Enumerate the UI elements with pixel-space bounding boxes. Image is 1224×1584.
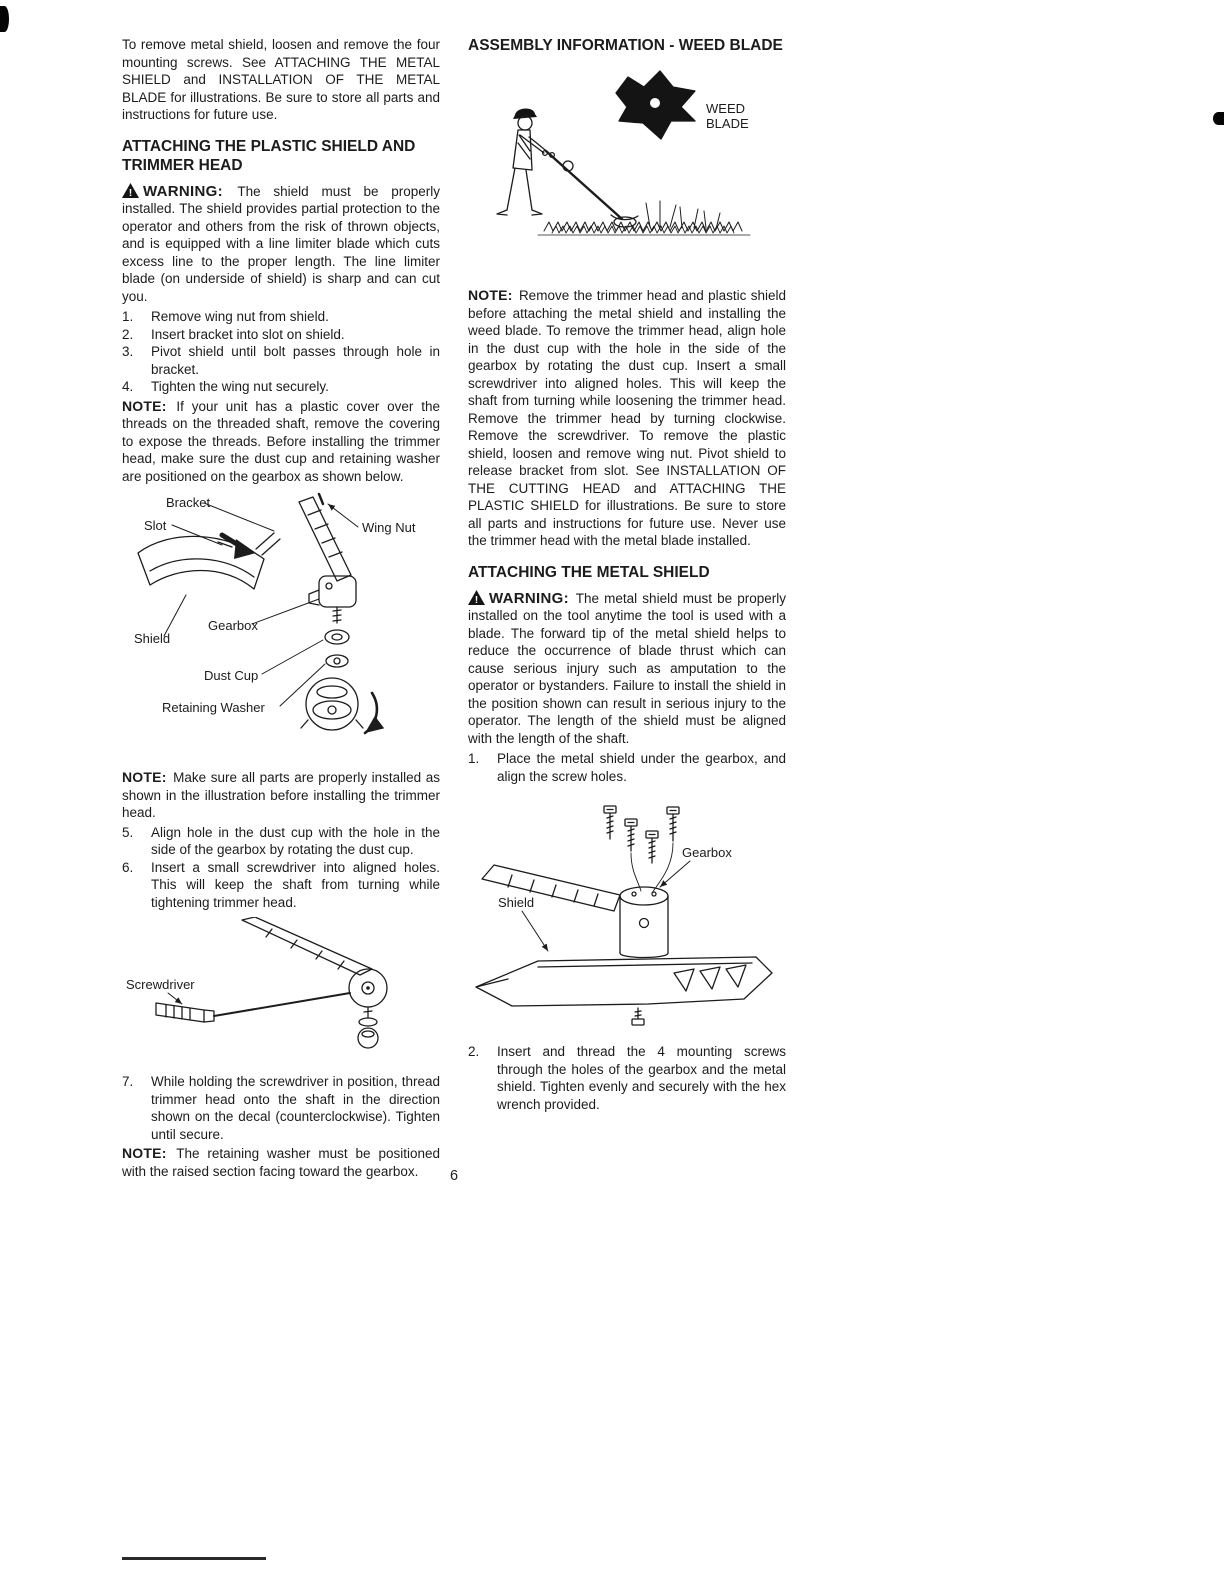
note-text: If your unit has a plastic cover over the threads on the threaded shaft, remove the covering to expose the threads. Before installing the trimmer head, make sure the dust cup and retaining washer are positioned on the gearbox as shown below. xyxy=(122,398,440,484)
figure-label-gearbox: Gearbox xyxy=(682,845,732,860)
step-item xyxy=(468,1043,786,1113)
warning-label: WARNING: xyxy=(143,182,223,200)
step-text: Pivot shield until bolt passes through hole in bracket. xyxy=(151,344,440,377)
section-heading-plastic-shield: ATTACHING THE PLASTIC SHIELD AND TRIMMER HEAD xyxy=(122,137,416,174)
metal-shield-step-1 xyxy=(468,750,786,785)
warning-text: The shield must be properly installed. The shield provides partial protection to the operator and others from the risk of thrown objects, and is equipped with a line limiter blade which cuts excess line to the proper length. The line limiter blade (on underside of shield) is sharp and can cut you. xyxy=(122,183,440,304)
step-number: 4. xyxy=(122,379,134,394)
step-item xyxy=(122,326,440,344)
step-item xyxy=(122,859,440,912)
svg-text:!: ! xyxy=(128,186,133,198)
scan-artifact-right-edge xyxy=(1213,112,1224,125)
step-text: Align hole in the dust cup with the hole in the side of the gearbox by rotating the dust cup. xyxy=(151,824,440,857)
step-number: 5. xyxy=(122,824,134,840)
figure-label-gearbox: Gearbox xyxy=(208,618,258,633)
figure-label-weed-blade: WEED BLADE xyxy=(706,101,749,131)
screwdriver-lock-illustration xyxy=(122,917,440,1067)
figure-label-shield: Shield xyxy=(498,895,535,910)
step-number: 7. xyxy=(122,1074,134,1089)
warning-icon xyxy=(122,183,139,198)
step-number: 1. xyxy=(122,309,134,324)
svg-text:!: ! xyxy=(474,593,479,605)
step-item xyxy=(122,343,440,378)
steps-1-4 xyxy=(122,308,440,396)
section-heading-weed-blade: ASSEMBLY INFORMATION - WEED BLADE xyxy=(468,37,783,54)
step-text: Place the metal shield under the gearbox, and align the screw holes. xyxy=(497,751,786,784)
page-number: 6 xyxy=(449,1168,459,1184)
step-text: Tighten the wing nut securely. xyxy=(151,379,329,394)
step-number: 6. xyxy=(122,859,134,875)
warning-paragraph-metal-shield xyxy=(468,590,786,748)
figure-label-slot: Slot xyxy=(144,518,167,533)
figure-screwdriver-lock xyxy=(122,917,440,1067)
note-paragraph xyxy=(468,287,786,550)
metal-shield-mounting-illustration xyxy=(468,801,786,1029)
note-paragraph xyxy=(122,398,440,486)
step-item xyxy=(122,824,440,859)
step-number: 2. xyxy=(122,326,134,342)
figure-label-dust-cup: Dust Cup xyxy=(204,668,259,683)
note-text: The retaining washer must be positioned with the raised section facing toward the gearbox. xyxy=(122,1146,440,1179)
figure-label-retaining-washer: Retaining Washer xyxy=(162,700,265,715)
step-text: Insert a small screwdriver into aligned holes. This will keep the shaft from turning while tightening trimmer head. xyxy=(151,859,440,910)
step-number: 2. xyxy=(468,1044,480,1059)
warning-icon xyxy=(468,590,485,605)
steps-5-6 xyxy=(122,824,440,912)
step-text: Insert and thread the 4 mounting screws through the holes of the gearbox and the metal shield. Tighten evenly and securely with the hex wrench provided. xyxy=(497,1044,786,1112)
figure-trimmer-head-assembly xyxy=(122,491,440,763)
step-item xyxy=(122,1073,440,1143)
warning-label: WARNING: xyxy=(489,589,569,607)
figure-label-screwdriver: Screwdriver xyxy=(126,977,195,992)
step-text: While holding the screwdriver in position, thread trimmer head onto the shaft in the direction shown on the decal (counterclockwise). Tighten until secure. xyxy=(151,1074,440,1142)
note-text: Remove the trimmer head and plastic shield before attaching the metal shield and installing the weed blade. To remove the trimmer head, align hole in the dust cup with the hole in the side of the gearbox by rotating the dust cup. Insert a small screwdriver into aligned holes. This will keep the shaft from turning while loosening the trimmer head. Remove the trimmer head by turning clockwise. Remove the screwdriver. To remove the plastic shield, loosen and remove wing nut. Pivot shield to release bracket from slot. See INSTALLATION OF THE CUTTING HEAD and ATTACHING THE PLASTIC SHIELD for illustrations. Be sure to store all parts and instructions for future use. Never use the trimmer head with the metal blade installed. xyxy=(468,288,786,548)
note-text: Make sure all parts are properly installed as shown in the illustration before installing the trimmer head. xyxy=(122,770,440,820)
metal-shield-step-2 xyxy=(468,1043,786,1113)
step-text: Insert bracket into slot on shield. xyxy=(151,326,345,342)
scan-artifact-top-left xyxy=(0,6,9,32)
figure-label-wing-nut: Wing Nut xyxy=(362,520,416,535)
figure-label-bracket: Bracket xyxy=(166,495,211,510)
weed-blade-operator-illustration xyxy=(468,63,786,275)
footer-rule xyxy=(122,1557,266,1560)
intro-paragraph: To remove metal shield, loosen and remove the four mounting screws. See ATTACHING THE METAL SHIELD and INSTALLATION OF THE METAL BLADE for illustrations. Be sure to store all parts and instructions for future use. xyxy=(122,37,440,122)
step-text: Remove wing nut from shield. xyxy=(151,309,329,324)
note-label: NOTE: xyxy=(468,287,513,303)
section-heading-metal-shield: ATTACHING THE METAL SHIELD xyxy=(468,563,710,581)
note-label: NOTE: xyxy=(122,769,167,785)
left-column xyxy=(122,36,440,1182)
warning-paragraph-plastic-shield xyxy=(122,183,440,306)
step-item xyxy=(468,750,786,785)
step-item xyxy=(122,308,440,326)
figure-weed-blade-operator xyxy=(468,63,786,275)
step-item xyxy=(122,378,440,396)
warning-text: The metal shield must be properly installed on the tool anytime the tool is used with a blade. The forward tip of the metal shield helps to reduce the occurrence of blade thrust which can cause serious injury such as amputation to the operator or bystanders. Failure to install the shield in the position shown can result in serious injury to the operator. The length of the shield must be aligned with the length of the shaft. xyxy=(468,590,786,746)
page-content xyxy=(122,36,786,1182)
figure-label-shield: Shield xyxy=(134,631,171,646)
step-number: 1. xyxy=(468,751,480,766)
note-label: NOTE: xyxy=(122,397,167,414)
right-column xyxy=(468,36,786,1182)
note-paragraph xyxy=(122,769,440,822)
step-number: 3. xyxy=(122,344,134,359)
note-label: NOTE: xyxy=(122,1145,167,1161)
steps-7 xyxy=(122,1073,440,1143)
figure-metal-shield-mounting xyxy=(468,801,786,1029)
